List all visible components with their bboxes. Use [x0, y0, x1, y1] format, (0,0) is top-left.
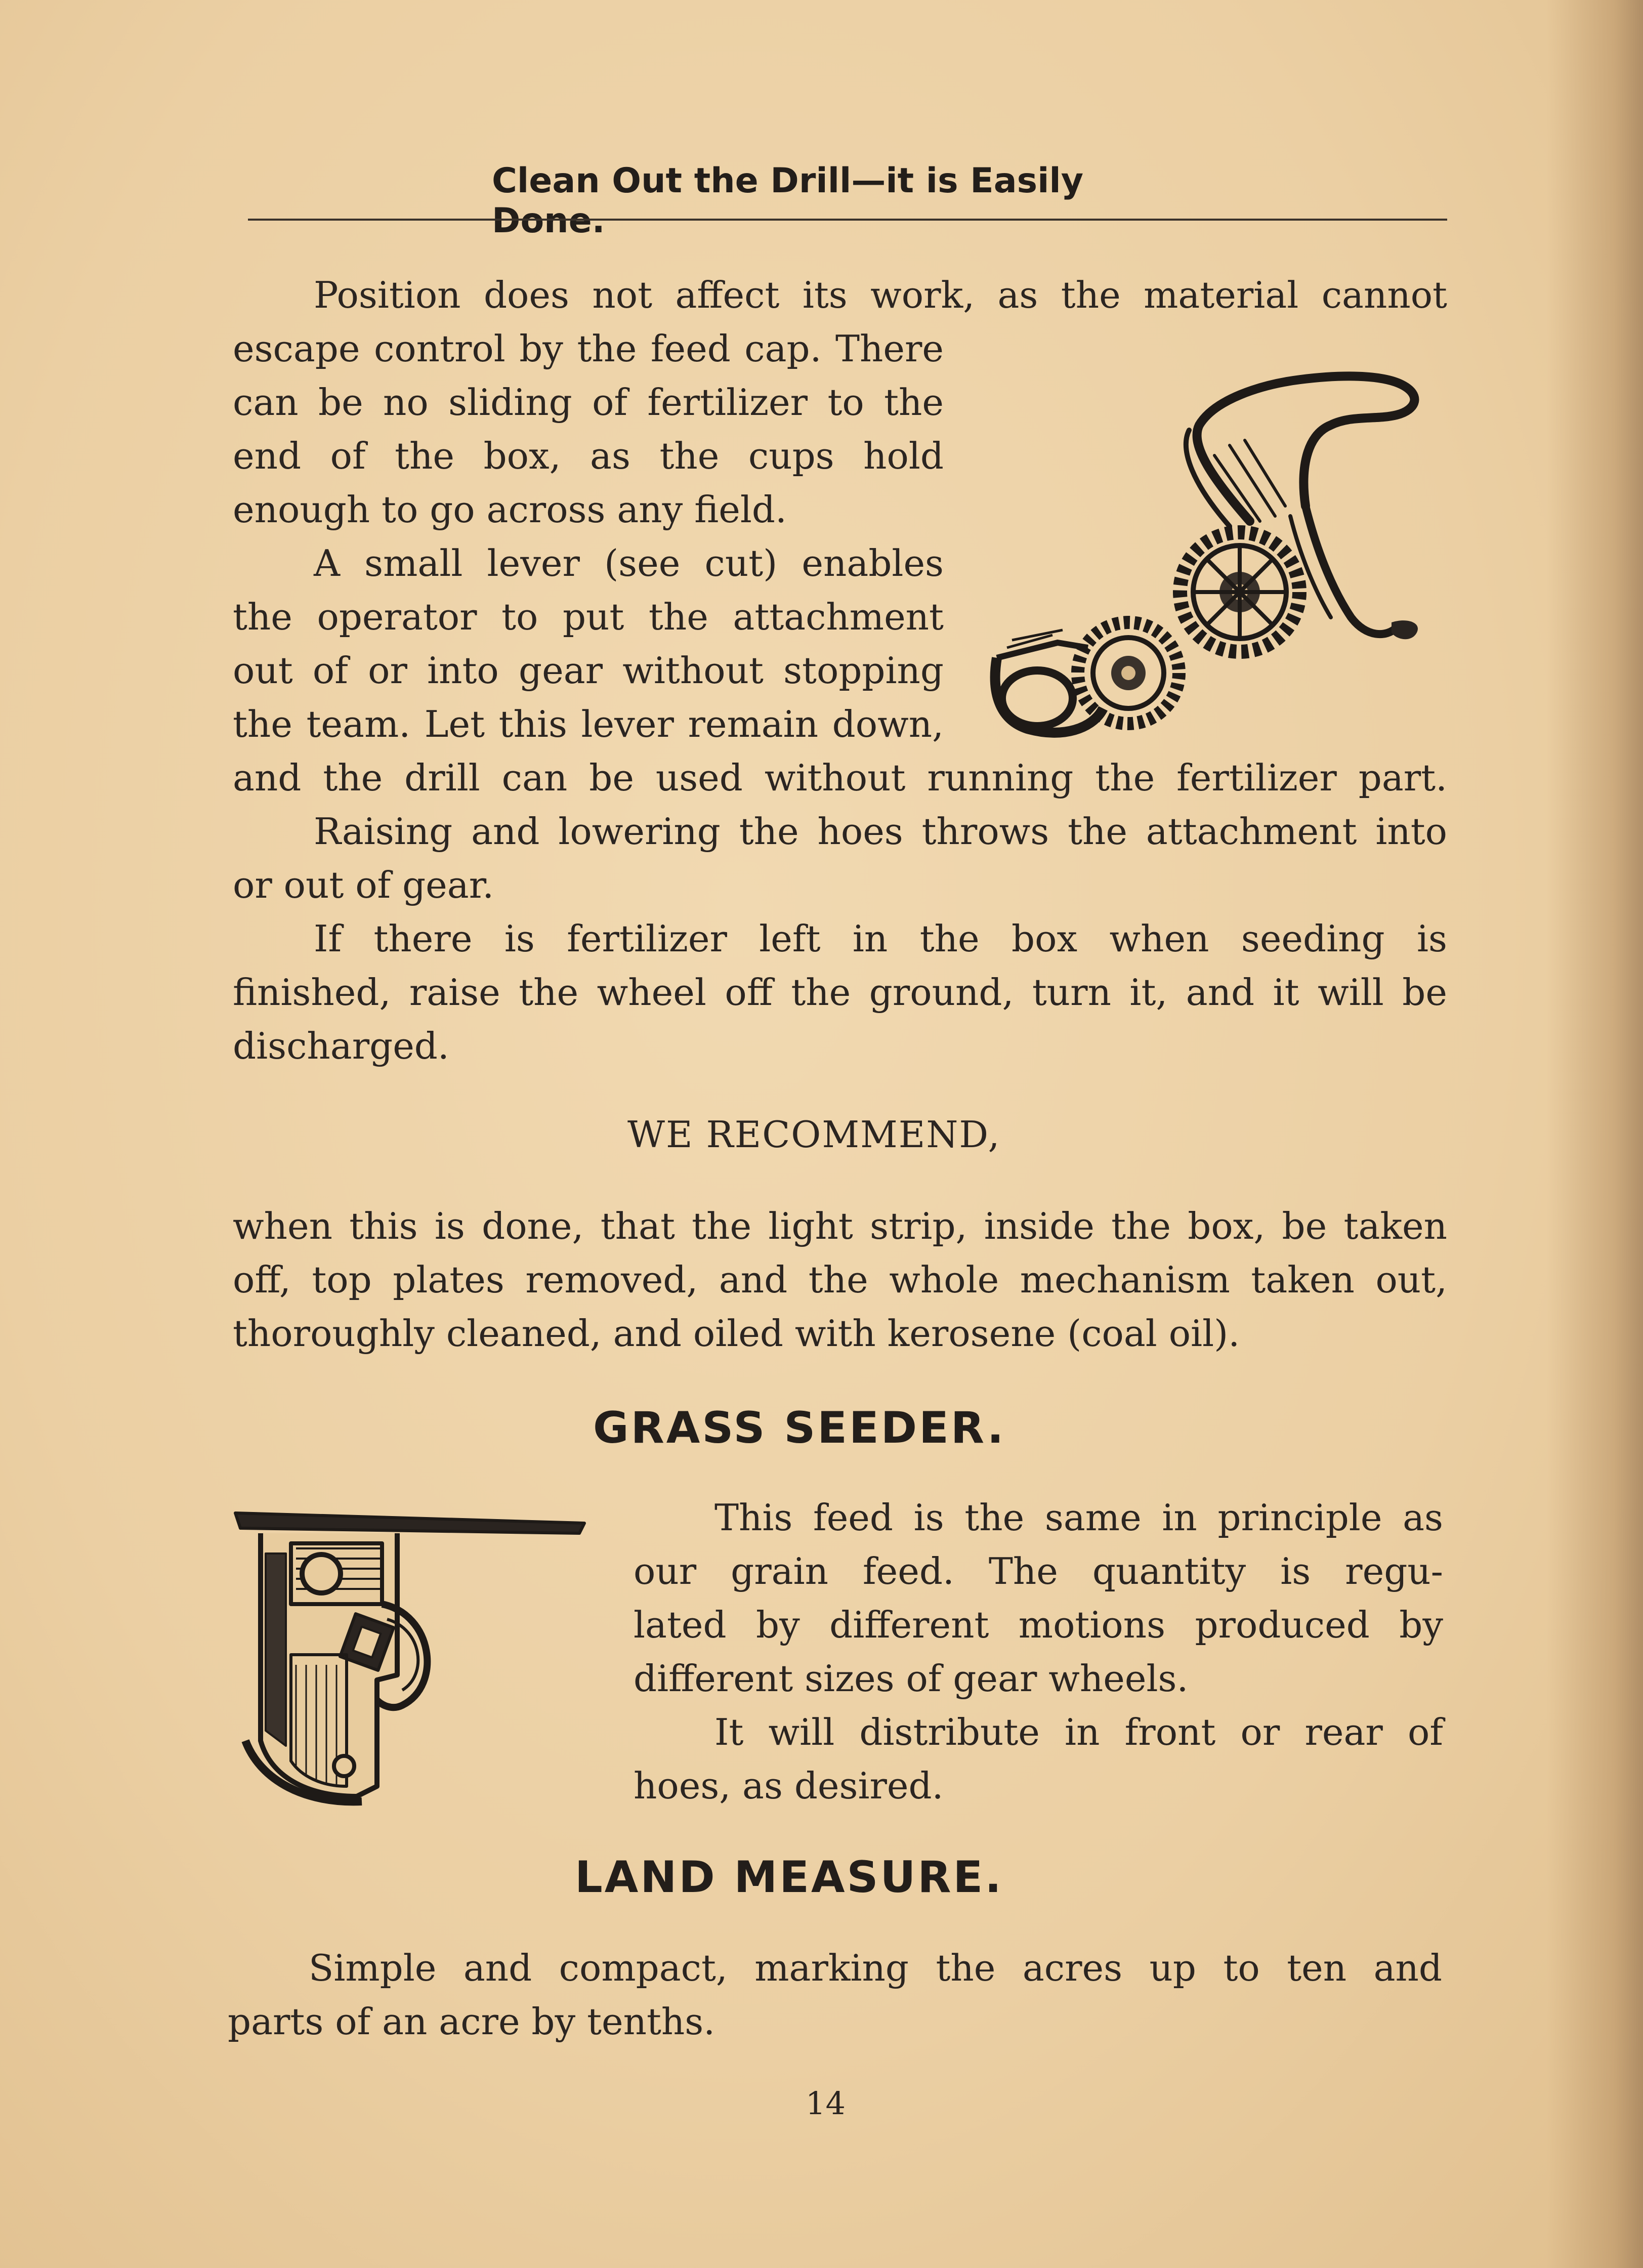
- text-line: out of or into gear without stopping: [233, 649, 944, 692]
- text-line: or out of gear.: [233, 864, 494, 906]
- text-line: hoes, as desired.: [634, 1765, 944, 1807]
- grass-seeder-illustration: [230, 1503, 595, 1812]
- paragraph-recommend: [233, 1199, 1447, 1360]
- text-line: different sizes of gear wheels.: [634, 1657, 1189, 1700]
- page-number: 14: [806, 2085, 846, 2122]
- text-line: finished, raise the wheel off the ground, turn it, and it will be: [233, 971, 1447, 1014]
- text-line: A small lever (see cut) enables: [314, 542, 944, 584]
- text-line: can be no sliding of fertilizer to the: [233, 381, 944, 424]
- text-line: enough to go across any field.: [233, 488, 787, 531]
- paragraph-land-measure: [228, 1941, 1442, 2048]
- text-line: the operator to put the attachment: [233, 596, 944, 638]
- text-line: thoroughly cleaned, and oiled with kerosene (coal oil).: [233, 1312, 1240, 1355]
- text-line: It will distribute in front or rear of: [714, 1711, 1443, 1753]
- text-line: parts of an acre by tenths.: [228, 2000, 715, 2043]
- text-line: discharged.: [233, 1025, 449, 1067]
- text-line: and the drill can be used without running the fertilizer part.: [233, 757, 1447, 799]
- page-edge-shadow: [1547, 0, 1643, 2268]
- small-gear-icon: [1078, 622, 1179, 724]
- land-measure-heading: LAND MEASURE.: [575, 1852, 1003, 1903]
- text-line: Position does not affect its work, as the material cannot: [314, 274, 1447, 316]
- gear-attachment-illustration: [977, 354, 1432, 769]
- large-gear-icon: [1180, 532, 1299, 652]
- paragraph-position: [233, 268, 1447, 322]
- recommend-heading: WE RECOMMEND,: [627, 1113, 1001, 1156]
- text-line: the team. Let this lever remain down,: [233, 703, 944, 745]
- text-line: Raising and lowering the hoes throws the attachment into: [314, 810, 1447, 853]
- text-line: when this is done, that the light strip, inside the box, be taken: [233, 1205, 1447, 1247]
- text-line: This feed is the same in principle as: [714, 1496, 1443, 1539]
- header-rule: [248, 219, 1447, 221]
- text-line: lated by different motions produced by: [634, 1604, 1443, 1646]
- text-line: our grain feed. The quantity is regu-: [634, 1550, 1443, 1592]
- text-line: end of the box, as the cups hold: [233, 435, 944, 477]
- paragraph-feed-cap: [233, 322, 944, 751]
- text-line: Simple and compact, marking the acres up to ten and: [309, 1947, 1442, 1989]
- running-head: Clean Out the Drill—it is Easily Done.: [492, 161, 1084, 241]
- grass-seeder-heading: GRASS SEEDER.: [593, 1403, 1006, 1453]
- text-line: If there is fertilizer left in the box when seeding is: [314, 917, 1447, 960]
- paragraph-grass-seeder: [634, 1491, 1443, 1813]
- text-line: off, top plates removed, and the whole mechanism taken out,: [233, 1258, 1447, 1301]
- text-line: escape control by the feed cap. There: [233, 327, 944, 370]
- paragraph-lever: [233, 751, 1447, 1073]
